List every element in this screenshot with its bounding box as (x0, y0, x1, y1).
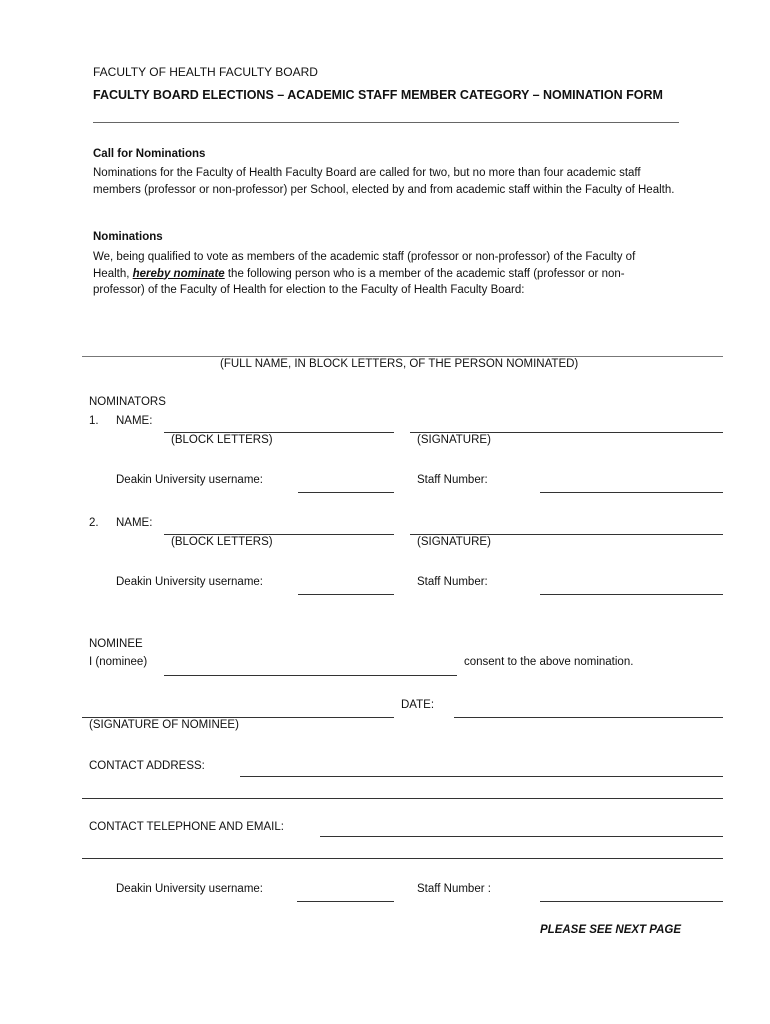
nominee-prefix: I (nominee) (89, 656, 148, 668)
nominator-2-username-label: Deakin University username: (116, 576, 264, 588)
nominations-body-end: the following person who is a member of the academic staff (professor or non-professor) of the Faculty of Health for election to the Faculty of Health Faculty Board: (93, 267, 625, 296)
page-title: FACULTY BOARD ELECTIONS – ACADEMIC STAFF MEMBER CATEGORY – NOMINATION FORM (93, 88, 663, 102)
nominator-1-staff-field[interactable] (540, 492, 723, 493)
nominator-2-name-label: NAME: (116, 517, 153, 529)
nominee-full-name-field[interactable] (82, 356, 723, 357)
nominator-1-name-field[interactable] (164, 432, 394, 433)
call-body: Nominations for the Faculty of Health Faculty Board are called for two, but no more than four academic staff members (professor or non-professor) per School, elected by and from academic staff within the Faculty of Health. (93, 167, 675, 196)
nominee-signature-caption: (SIGNATURE OF NOMINEE) (89, 719, 239, 731)
nominator-1-name-label: NAME: (116, 415, 153, 427)
hereby-nominate-emphasis: hereby nominate (132, 267, 225, 280)
nominator-1-username-label: Deakin University username: (116, 474, 264, 486)
call-heading: Call for Nominations (93, 148, 206, 160)
nominee-consent-text: consent to the above nomination. (464, 656, 634, 668)
contact-phone-email-label: CONTACT TELEPHONE AND EMAIL: (89, 821, 284, 833)
contact-phone-email-field[interactable] (320, 836, 723, 837)
nominee-heading: NOMINEE (89, 638, 143, 650)
nominator-1-signature-caption: (SIGNATURE) (417, 434, 491, 446)
nominator-2-block-caption: (BLOCK LETTERS) (171, 536, 273, 548)
next-page-note: PLEASE SEE NEXT PAGE (540, 924, 682, 936)
contact-phone-email-field-line-2[interactable] (82, 858, 723, 859)
nominee-staff-field[interactable] (540, 901, 723, 902)
nominee-signature-field[interactable] (82, 717, 394, 718)
nominator-1-number: 1. (89, 415, 99, 427)
nominator-1-username-field[interactable] (298, 492, 394, 493)
nominee-full-name-caption: (FULL NAME, IN BLOCK LETTERS, OF THE PERSON NOMINATED) (220, 358, 579, 370)
nominator-1-staff-label: Staff Number: (417, 474, 488, 486)
nominee-name-field[interactable] (164, 675, 457, 676)
nominee-staff-label: Staff Number : (417, 883, 491, 895)
nominee-username-field[interactable] (297, 901, 394, 902)
nominator-2-staff-field[interactable] (540, 594, 723, 595)
contact-address-field-line-2[interactable] (82, 798, 723, 799)
nominator-2-signature-field[interactable] (410, 534, 723, 535)
nominations-body-start: We, being qualified to vote as members of the academic staff (professor or non-professor) of the Faculty of Health, (93, 251, 636, 280)
nominations-heading: Nominations (93, 231, 163, 243)
contact-address-field[interactable] (240, 776, 723, 777)
nominators-heading: NOMINATORS (89, 396, 166, 408)
nominator-2-number: 2. (89, 517, 99, 529)
nominee-username-label: Deakin University username: (116, 883, 264, 895)
nominator-1-signature-field[interactable] (410, 432, 723, 433)
nominator-2-signature-caption: (SIGNATURE) (417, 536, 491, 548)
date-label: DATE: (401, 699, 435, 711)
nominator-2-name-field[interactable] (164, 534, 394, 535)
nominator-1-block-caption: (BLOCK LETTERS) (171, 434, 273, 446)
org-heading: FACULTY OF HEALTH FACULTY BOARD (93, 65, 318, 79)
title-divider (93, 122, 679, 123)
date-field[interactable] (454, 717, 723, 718)
contact-address-label: CONTACT ADDRESS: (89, 760, 205, 772)
nominator-2-staff-label: Staff Number: (417, 576, 488, 588)
nominations-body (93, 249, 663, 299)
nominator-2-username-field[interactable] (298, 594, 394, 595)
